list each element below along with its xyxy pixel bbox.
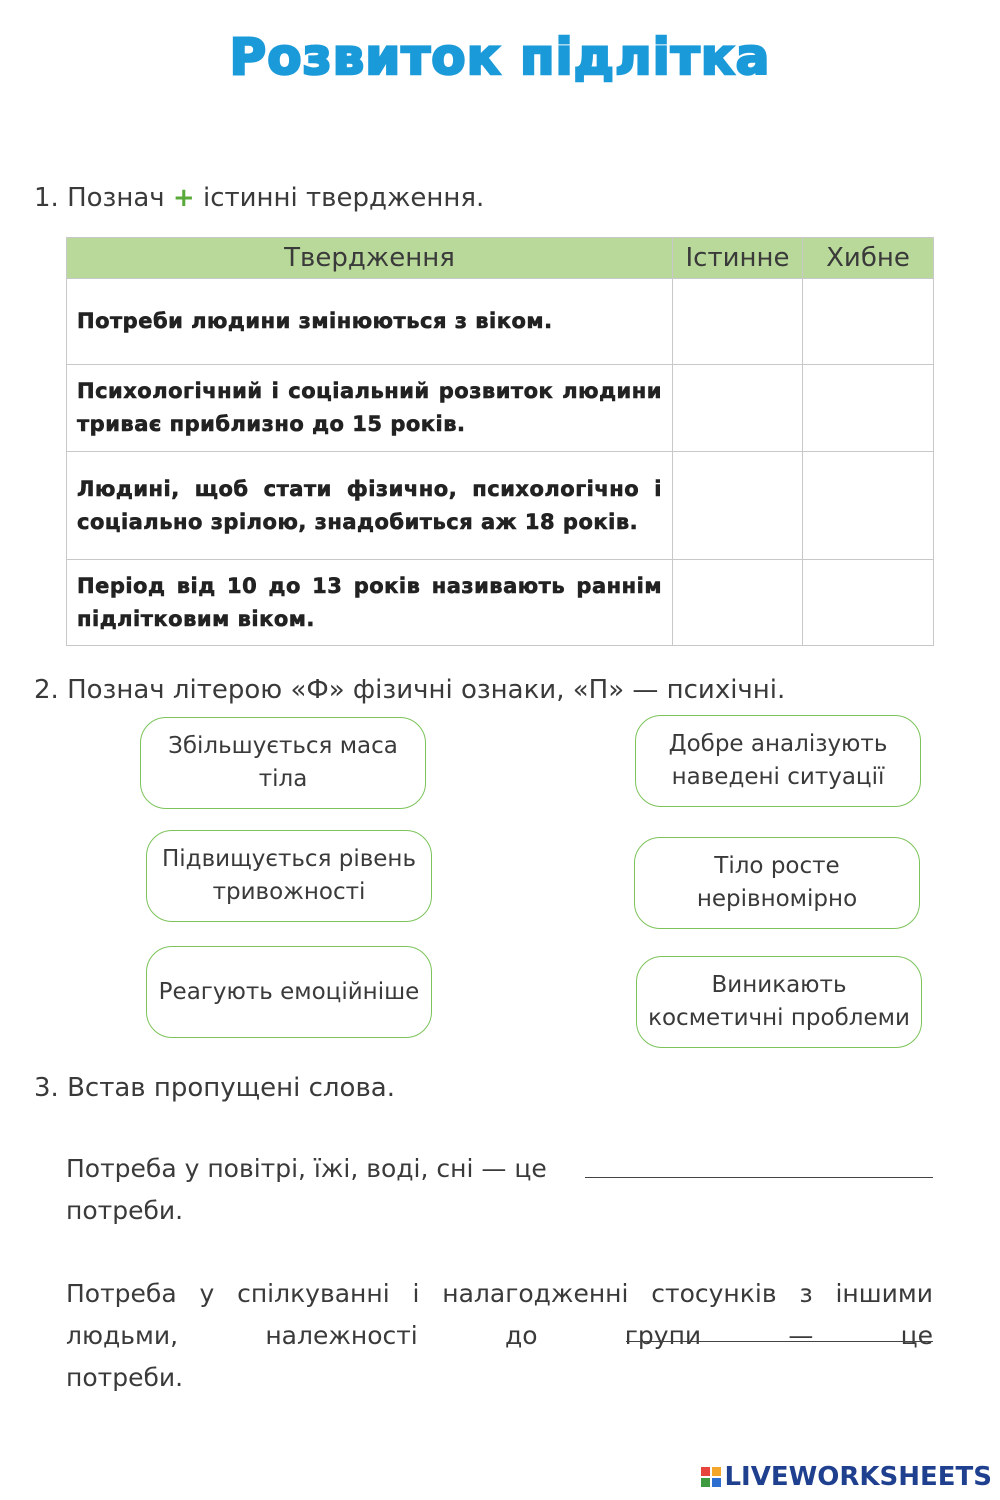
- false-cell[interactable]: [803, 452, 934, 560]
- statement-text: Психологічний і соціальний розвиток людини триває приблизно до 15 років.: [67, 365, 673, 452]
- sign-box[interactable]: Збільшується маса тіла: [140, 717, 426, 809]
- true-cell[interactable]: [673, 279, 803, 365]
- sign-box[interactable]: Виникають косметичні проблеми: [636, 956, 922, 1048]
- true-cell[interactable]: [673, 365, 803, 452]
- sentence-2-start: Потреба у спілкуванні і налагодженні стосунків з іншими людьми, належності до групи — це: [66, 1279, 933, 1350]
- answer-blank-2[interactable]: [626, 1341, 933, 1342]
- table-row: [67, 279, 934, 365]
- false-cell[interactable]: [803, 279, 934, 365]
- question-3: 3. Встав пропущені слова.: [34, 1073, 395, 1103]
- question-1-number: 1.: [34, 183, 59, 213]
- statements-table: [66, 237, 934, 646]
- true-cell[interactable]: [673, 560, 803, 646]
- statement-text: Потреби людини змінюються з віком.: [67, 279, 673, 365]
- true-cell[interactable]: [673, 452, 803, 560]
- question-1-after: істинні твердження.: [202, 183, 485, 213]
- sign-box[interactable]: Реагують емоційніше: [146, 946, 432, 1038]
- statement-text: Період від 10 до 13 років називають раннім підлітковим віком.: [67, 560, 673, 646]
- sign-box[interactable]: Добре аналізують наведені ситуації: [635, 715, 921, 807]
- logo-squares-icon: [701, 1467, 721, 1487]
- false-cell[interactable]: [803, 365, 934, 452]
- sign-box[interactable]: Підвищується рівень тривожності: [146, 830, 432, 922]
- worksheet-title: Розвиток підлітка: [229, 28, 771, 86]
- table-row: [67, 452, 934, 560]
- false-cell[interactable]: [803, 560, 934, 646]
- liveworksheets-logo: [701, 1462, 992, 1492]
- logo-text: LIVEWORKSHEETS: [724, 1462, 992, 1492]
- table-row: [67, 560, 934, 646]
- sentence-2-end: потреби.: [66, 1363, 184, 1392]
- sentence-1-start: Потреба у повітрі, їжі, воді, сні — це: [66, 1154, 547, 1183]
- question-2: 2. Познач літерою «Ф» фізичні ознаки, «П» — психічні.: [34, 675, 786, 705]
- sign-box[interactable]: Тіло росте нерівномірно: [634, 837, 920, 929]
- header-false: Хибне: [803, 238, 934, 279]
- fill-sentence-1: [66, 1148, 933, 1232]
- answer-blank-1[interactable]: [585, 1177, 933, 1178]
- question-1-before: Познач: [67, 183, 165, 213]
- header-statement: Твердження: [67, 238, 673, 279]
- table-header-row: [67, 238, 934, 279]
- header-true: Істинне: [673, 238, 803, 279]
- plus-icon: +: [172, 183, 195, 213]
- table-row: [67, 365, 934, 452]
- statement-text: Людині, щоб стати фізично, психологічно і соціально зрілою, знадобиться аж 18 років.: [67, 452, 673, 560]
- fill-sentence-2: [66, 1273, 933, 1399]
- sentence-1-end: потреби.: [66, 1196, 184, 1225]
- question-1: [34, 185, 484, 211]
